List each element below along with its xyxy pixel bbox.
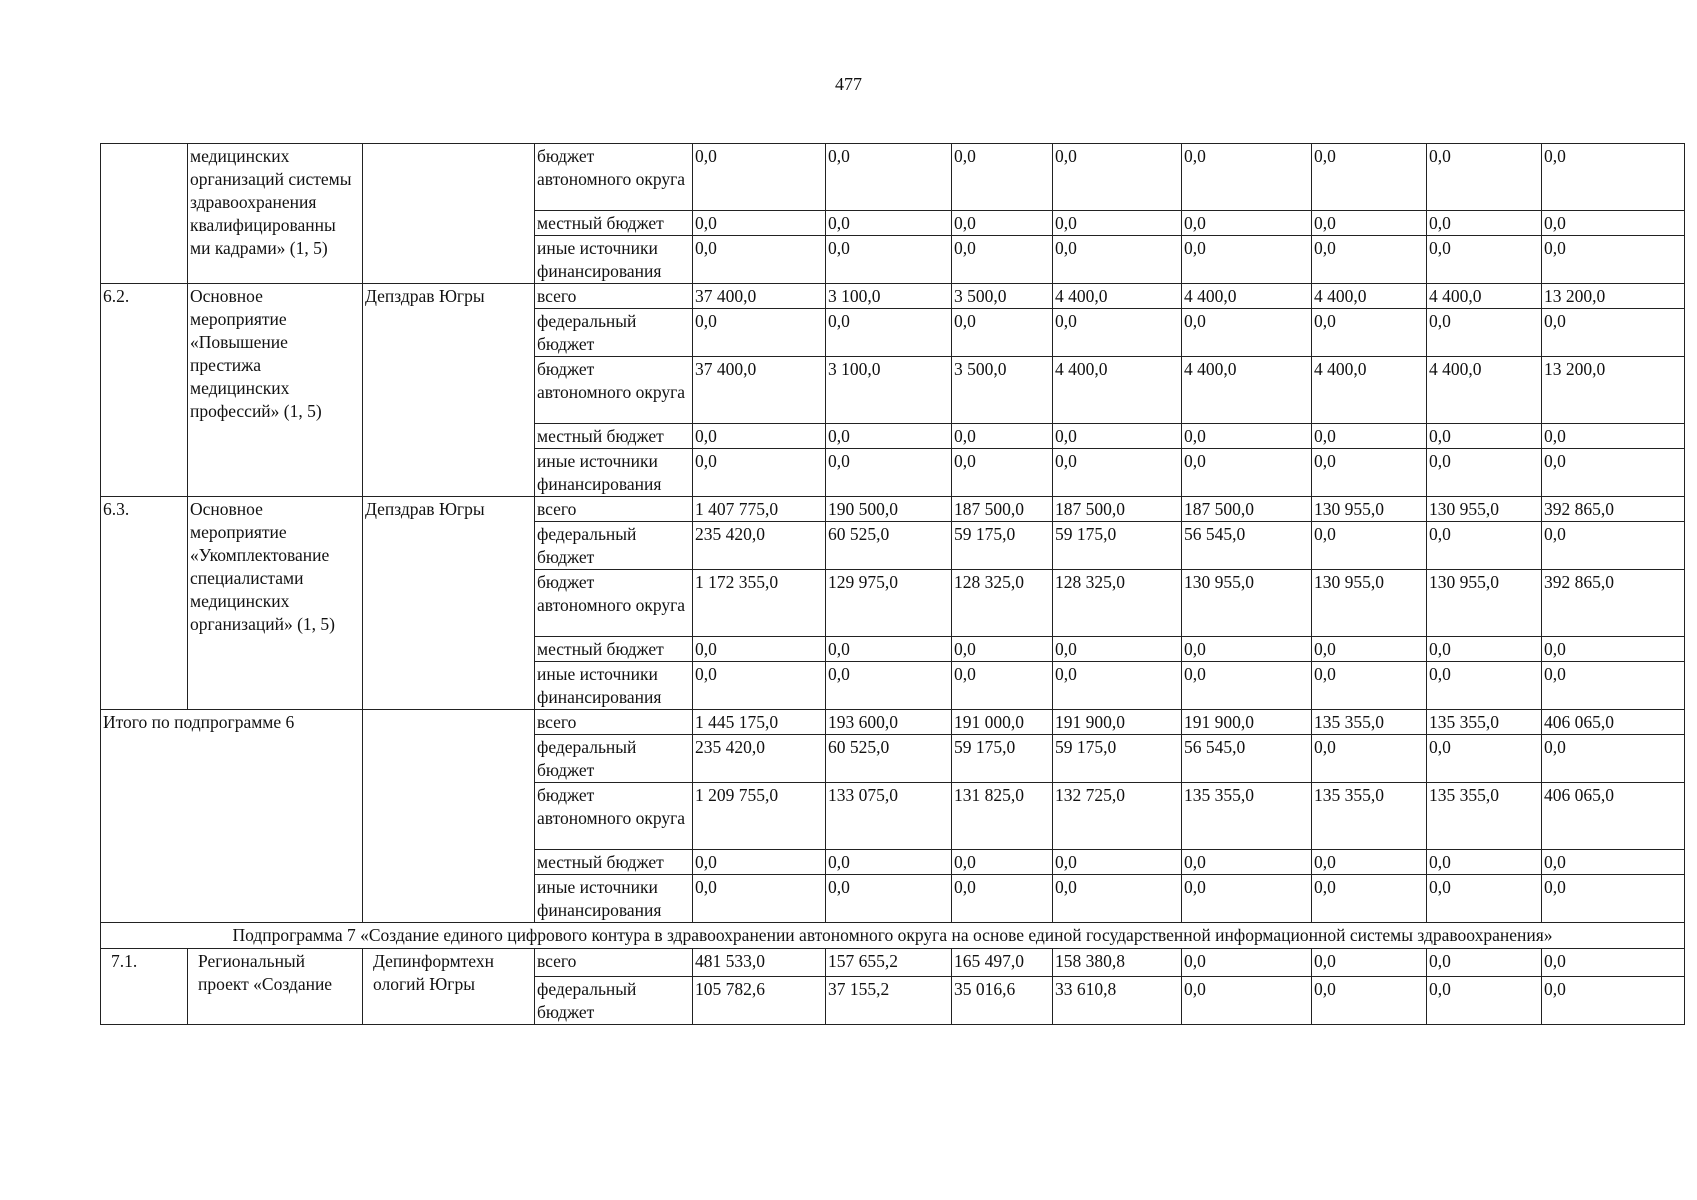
funding-source: всего — [535, 497, 693, 522]
value-cell: 0,0 — [693, 236, 826, 284]
funding-source: иные источники финансирования — [535, 662, 693, 710]
value-cell: 4 400,0 — [1427, 357, 1542, 424]
value-cell: 0,0 — [1312, 735, 1427, 783]
value-cell: 0,0 — [952, 424, 1053, 449]
value-cell: 0,0 — [693, 144, 826, 211]
value-cell: 0,0 — [693, 211, 826, 236]
value-cell: 0,0 — [1312, 144, 1427, 211]
value-cell: 191 900,0 — [1182, 710, 1312, 735]
measure-number: 6.2. — [101, 284, 188, 497]
value-cell: 157 655,2 — [826, 949, 952, 977]
value-cell: 0,0 — [952, 850, 1053, 875]
value-cell: 392 865,0 — [1542, 497, 1685, 522]
table-row — [101, 923, 1685, 949]
value-cell: 0,0 — [952, 449, 1053, 497]
value-cell: 0,0 — [1312, 949, 1427, 977]
value-cell: 37 155,2 — [826, 977, 952, 1025]
value-cell: 130 955,0 — [1427, 570, 1542, 637]
value-cell: 130 955,0 — [1427, 497, 1542, 522]
value-cell: 0,0 — [1542, 522, 1685, 570]
value-cell: 60 525,0 — [826, 735, 952, 783]
funding-source: федеральный бюджет — [535, 735, 693, 783]
value-cell: 0,0 — [826, 424, 952, 449]
value-cell: 0,0 — [1427, 424, 1542, 449]
measure-number — [101, 144, 188, 284]
measure-name: Региональный проект «Создание — [188, 949, 363, 1025]
funding-source: бюджет автономного округа — [535, 144, 693, 211]
value-cell: 0,0 — [693, 850, 826, 875]
subtotal-label: Итого по подпрограмме 6 — [101, 710, 363, 923]
value-cell: 56 545,0 — [1182, 522, 1312, 570]
value-cell: 4 400,0 — [1427, 284, 1542, 309]
value-cell: 59 175,0 — [1053, 735, 1182, 783]
value-cell: 4 400,0 — [1053, 284, 1182, 309]
value-cell: 187 500,0 — [952, 497, 1053, 522]
value-cell: 235 420,0 — [693, 522, 826, 570]
value-cell: 0,0 — [1542, 637, 1685, 662]
value-cell: 0,0 — [1427, 309, 1542, 357]
value-cell: 0,0 — [1053, 236, 1182, 284]
value-cell: 130 955,0 — [1312, 570, 1427, 637]
subtotal-executor — [363, 710, 535, 923]
funding-source: бюджет автономного округа — [535, 783, 693, 850]
value-cell: 0,0 — [1427, 637, 1542, 662]
value-cell: 4 400,0 — [1053, 357, 1182, 424]
value-cell: 0,0 — [1182, 424, 1312, 449]
value-cell: 0,0 — [693, 875, 826, 923]
funding-source: бюджет автономного округа — [535, 570, 693, 637]
value-cell: 0,0 — [826, 637, 952, 662]
value-cell: 0,0 — [1053, 449, 1182, 497]
value-cell: 0,0 — [1542, 424, 1685, 449]
value-cell: 130 955,0 — [1182, 570, 1312, 637]
value-cell: 135 355,0 — [1427, 783, 1542, 850]
value-cell: 0,0 — [1053, 211, 1182, 236]
value-cell: 60 525,0 — [826, 522, 952, 570]
value-cell: 1 445 175,0 — [693, 710, 826, 735]
value-cell: 0,0 — [1053, 637, 1182, 662]
table-row — [101, 144, 1685, 211]
value-cell: 4 400,0 — [1312, 357, 1427, 424]
value-cell: 0,0 — [1182, 637, 1312, 662]
value-cell: 0,0 — [952, 875, 1053, 923]
value-cell: 0,0 — [1427, 735, 1542, 783]
value-cell: 0,0 — [826, 875, 952, 923]
value-cell: 135 355,0 — [1182, 783, 1312, 850]
value-cell: 59 175,0 — [952, 735, 1053, 783]
value-cell: 0,0 — [952, 211, 1053, 236]
value-cell: 0,0 — [1542, 949, 1685, 977]
table-row — [101, 284, 1685, 309]
value-cell: 0,0 — [826, 662, 952, 710]
value-cell: 0,0 — [1427, 977, 1542, 1025]
measure-number: 7.1. — [101, 949, 188, 1025]
page-number: 477 — [835, 74, 862, 94]
value-cell: 0,0 — [693, 449, 826, 497]
value-cell: 0,0 — [1312, 211, 1427, 236]
value-cell: 0,0 — [1542, 875, 1685, 923]
value-cell: 3 100,0 — [826, 284, 952, 309]
value-cell: 0,0 — [1053, 424, 1182, 449]
value-cell: 0,0 — [1053, 309, 1182, 357]
funding-source: бюджет автономного округа — [535, 357, 693, 424]
value-cell: 1 407 775,0 — [693, 497, 826, 522]
value-cell: 0,0 — [1542, 662, 1685, 710]
value-cell: 0,0 — [1053, 850, 1182, 875]
funding-source: федеральный бюджет — [535, 977, 693, 1025]
funding-source: местный бюджет — [535, 637, 693, 662]
value-cell: 392 865,0 — [1542, 570, 1685, 637]
value-cell: 0,0 — [1182, 449, 1312, 497]
value-cell: 193 600,0 — [826, 710, 952, 735]
measure-executor: Депздрав Югры — [363, 497, 535, 710]
value-cell: 133 075,0 — [826, 783, 952, 850]
value-cell: 132 725,0 — [1053, 783, 1182, 850]
table-row — [101, 949, 1685, 977]
value-cell: 235 420,0 — [693, 735, 826, 783]
funding-source: всего — [535, 949, 693, 977]
value-cell: 135 355,0 — [1427, 710, 1542, 735]
value-cell: 128 325,0 — [1053, 570, 1182, 637]
value-cell: 0,0 — [826, 236, 952, 284]
funding-source: иные источники финансирования — [535, 236, 693, 284]
measure-number: 6.3. — [101, 497, 188, 710]
funding-source: местный бюджет — [535, 850, 693, 875]
value-cell: 0,0 — [1312, 449, 1427, 497]
funding-source: иные источники финансирования — [535, 449, 693, 497]
value-cell: 0,0 — [1312, 875, 1427, 923]
value-cell: 37 400,0 — [693, 284, 826, 309]
subprogram-title: Подпрограмма 7 «Создание единого цифрового контура в здравоохранении автономного округа на основе единой государственной информационной системы здравоохранения» — [101, 923, 1685, 949]
value-cell: 128 325,0 — [952, 570, 1053, 637]
value-cell: 0,0 — [693, 662, 826, 710]
value-cell: 135 355,0 — [1312, 783, 1427, 850]
value-cell: 37 400,0 — [693, 357, 826, 424]
value-cell: 0,0 — [1053, 662, 1182, 710]
measure-name: Основное мероприятие «Повышение престижа медицинских профессий» (1, 5) — [188, 284, 363, 497]
value-cell: 0,0 — [1542, 211, 1685, 236]
value-cell: 3 500,0 — [952, 357, 1053, 424]
measure-executor — [363, 144, 535, 284]
value-cell: 13 200,0 — [1542, 357, 1685, 424]
value-cell: 0,0 — [1427, 662, 1542, 710]
table-body — [101, 144, 1685, 1025]
value-cell: 4 400,0 — [1312, 284, 1427, 309]
value-cell: 59 175,0 — [1053, 522, 1182, 570]
value-cell: 0,0 — [1427, 949, 1542, 977]
value-cell: 0,0 — [1182, 875, 1312, 923]
value-cell: 0,0 — [1182, 662, 1312, 710]
value-cell: 0,0 — [952, 662, 1053, 710]
value-cell: 0,0 — [1182, 309, 1312, 357]
value-cell: 0,0 — [1542, 236, 1685, 284]
value-cell: 105 782,6 — [693, 977, 826, 1025]
measure-executor: Депинформтехн ологий Югры — [363, 949, 535, 1025]
table-row — [101, 710, 1685, 735]
value-cell: 135 355,0 — [1312, 710, 1427, 735]
value-cell: 0,0 — [1427, 522, 1542, 570]
value-cell: 165 497,0 — [952, 949, 1053, 977]
value-cell: 0,0 — [1053, 144, 1182, 211]
value-cell: 0,0 — [1427, 236, 1542, 284]
value-cell: 191 900,0 — [1053, 710, 1182, 735]
value-cell: 0,0 — [1542, 144, 1685, 211]
value-cell: 187 500,0 — [1182, 497, 1312, 522]
value-cell: 0,0 — [1312, 662, 1427, 710]
value-cell: 33 610,8 — [1053, 977, 1182, 1025]
value-cell: 0,0 — [1542, 309, 1685, 357]
value-cell: 56 545,0 — [1182, 735, 1312, 783]
value-cell: 0,0 — [952, 236, 1053, 284]
value-cell: 187 500,0 — [1053, 497, 1182, 522]
value-cell: 35 016,6 — [952, 977, 1053, 1025]
value-cell: 0,0 — [1312, 977, 1427, 1025]
value-cell: 0,0 — [1427, 449, 1542, 497]
value-cell: 0,0 — [826, 211, 952, 236]
value-cell: 0,0 — [1312, 236, 1427, 284]
budget-table — [100, 143, 1685, 1025]
value-cell: 0,0 — [1312, 522, 1427, 570]
value-cell: 1 209 755,0 — [693, 783, 826, 850]
funding-source: иные источники финансирования — [535, 875, 693, 923]
value-cell: 0,0 — [1182, 236, 1312, 284]
value-cell: 158 380,8 — [1053, 949, 1182, 977]
value-cell: 481 533,0 — [693, 949, 826, 977]
value-cell: 0,0 — [1182, 211, 1312, 236]
measure-name: Основное мероприятие «Укомплектование специалистами медицинских организаций» (1, 5) — [188, 497, 363, 710]
funding-source: местный бюджет — [535, 211, 693, 236]
value-cell: 0,0 — [826, 144, 952, 211]
value-cell: 1 172 355,0 — [693, 570, 826, 637]
value-cell: 13 200,0 — [1542, 284, 1685, 309]
value-cell: 130 955,0 — [1312, 497, 1427, 522]
value-cell: 0,0 — [1427, 144, 1542, 211]
value-cell: 0,0 — [1312, 424, 1427, 449]
value-cell: 0,0 — [826, 309, 952, 357]
value-cell: 131 825,0 — [952, 783, 1053, 850]
value-cell: 0,0 — [1053, 875, 1182, 923]
value-cell: 0,0 — [1182, 144, 1312, 211]
value-cell: 0,0 — [1427, 850, 1542, 875]
value-cell: 190 500,0 — [826, 497, 952, 522]
funding-source: федеральный бюджет — [535, 522, 693, 570]
value-cell: 0,0 — [1182, 949, 1312, 977]
value-cell: 0,0 — [1182, 977, 1312, 1025]
value-cell: 0,0 — [693, 637, 826, 662]
value-cell: 191 000,0 — [952, 710, 1053, 735]
value-cell: 0,0 — [1542, 449, 1685, 497]
value-cell: 0,0 — [1542, 735, 1685, 783]
funding-source: всего — [535, 710, 693, 735]
value-cell: 0,0 — [693, 424, 826, 449]
value-cell: 406 065,0 — [1542, 710, 1685, 735]
value-cell: 0,0 — [826, 449, 952, 497]
value-cell: 59 175,0 — [952, 522, 1053, 570]
value-cell: 0,0 — [1312, 309, 1427, 357]
measure-executor: Депздрав Югры — [363, 284, 535, 497]
value-cell: 3 100,0 — [826, 357, 952, 424]
funding-source: всего — [535, 284, 693, 309]
funding-source: федеральный бюджет — [535, 309, 693, 357]
value-cell: 0,0 — [826, 850, 952, 875]
measure-name: медицинских организаций системы здравоохранения квалифицированны ми кадрами» (1, 5) — [188, 144, 363, 284]
table-row — [101, 497, 1685, 522]
value-cell: 0,0 — [1427, 875, 1542, 923]
value-cell: 0,0 — [1427, 211, 1542, 236]
value-cell: 0,0 — [693, 309, 826, 357]
value-cell: 0,0 — [1542, 977, 1685, 1025]
value-cell: 4 400,0 — [1182, 284, 1312, 309]
value-cell: 0,0 — [1312, 850, 1427, 875]
value-cell: 0,0 — [1542, 850, 1685, 875]
funding-source: местный бюджет — [535, 424, 693, 449]
value-cell: 0,0 — [1182, 850, 1312, 875]
value-cell: 0,0 — [952, 144, 1053, 211]
value-cell: 4 400,0 — [1182, 357, 1312, 424]
value-cell: 3 500,0 — [952, 284, 1053, 309]
value-cell: 0,0 — [1312, 637, 1427, 662]
value-cell: 0,0 — [952, 309, 1053, 357]
value-cell: 0,0 — [952, 637, 1053, 662]
value-cell: 129 975,0 — [826, 570, 952, 637]
value-cell: 406 065,0 — [1542, 783, 1685, 850]
